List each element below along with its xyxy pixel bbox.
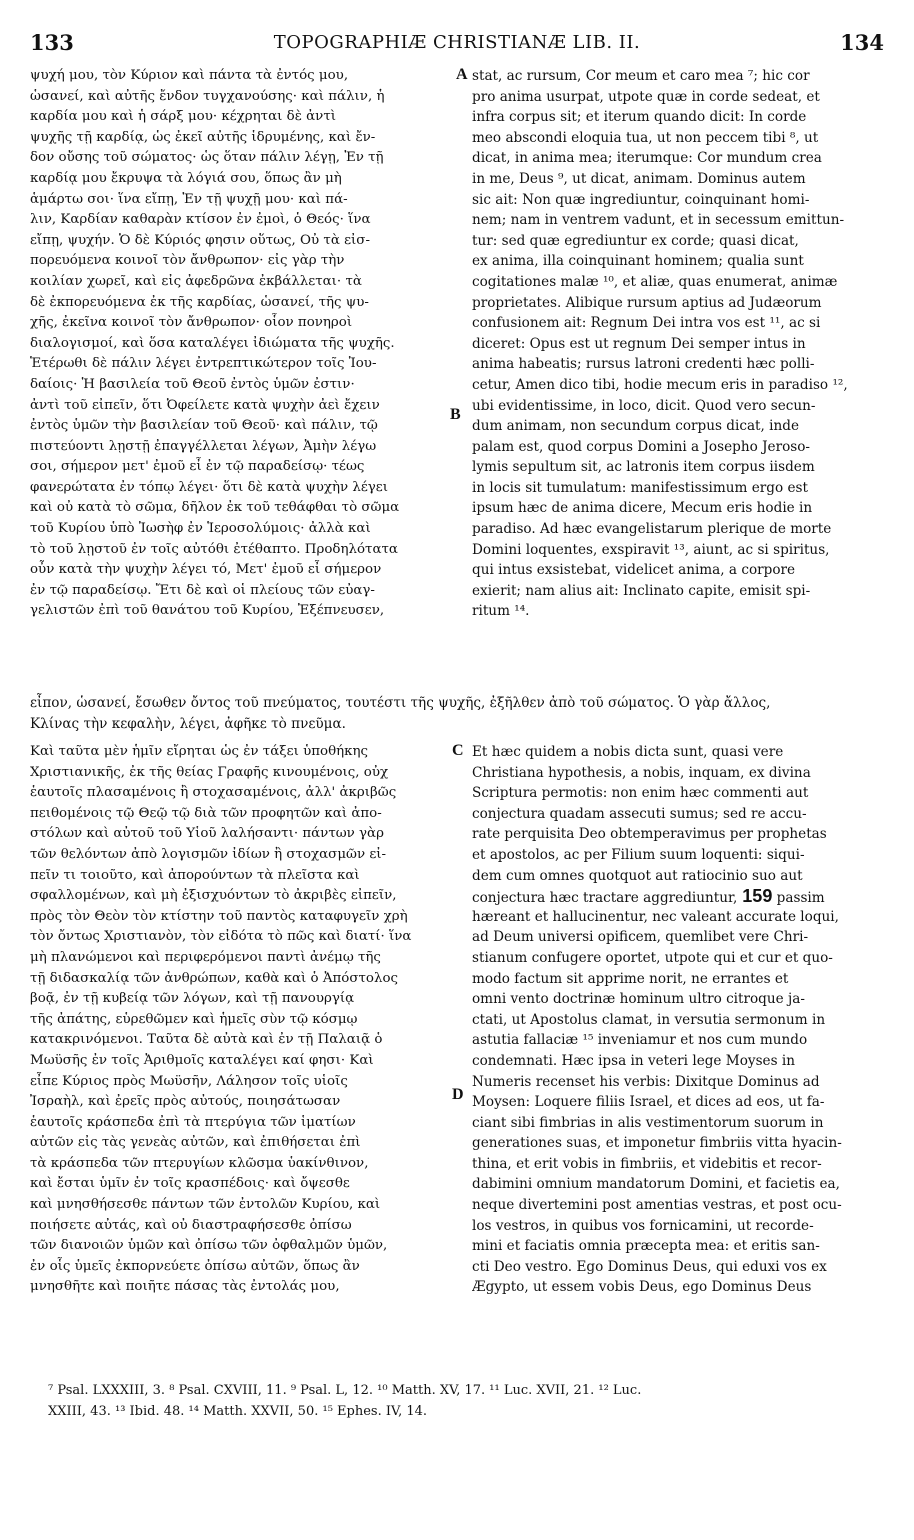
latin-line: qui intus exsistebat, videlicet anima, a corpore <box>472 562 796 579</box>
latin-line: Et hæc quidem a nobis dicta sunt, quasi vere <box>472 744 784 760</box>
greek-line: Ἑτέρωθι δὲ πάλιν λέγει ἐντρεπτικώτερον τοῖς Ἰου- <box>30 356 377 372</box>
latin-line: lymis sepultum sit, ac latronis item corpus iisdem <box>472 459 815 476</box>
latin-line: palam est, quod corpus Domini a Josepho Jeroso- <box>472 438 811 455</box>
greek-line: γελιστῶν ἐπὶ τοῦ θανάτου τοῦ Κυρίου, Ἐξέπνευσεν, <box>30 603 385 619</box>
greek-spanning-lines <box>30 693 884 734</box>
greek-line: ἑαυτοῖς πλασαμένοις ἢ στοχασαμένοις, ἀλλ' ἀκριβῶς <box>30 785 397 801</box>
greek-column-bottom <box>30 742 460 1298</box>
latin-line: Moysen: Loquere filiis Israel, et dices ad eos, ut fa- <box>472 1094 825 1111</box>
latin-line: dem cum omnes quotquot aut ratiocinio suo aut <box>472 867 803 884</box>
margin-marker-b: B <box>450 406 461 423</box>
greek-line: μνησθῆτε καὶ ποιῆτε πάσας τὰς ἐντολάς μου, <box>30 1279 340 1295</box>
greek-line: διαλογισμοί, καὶ ὅσα καταλέγει ἰδιώματα τῆς ψυχῆς. <box>30 335 395 351</box>
greek-line: Κλίνας τὴν κεφαλὴν, λέγει, ἀφῆκε τὸ πνεῦμα. <box>30 715 346 732</box>
greek-line: Καὶ ταῦτα μὲν ἡμῖν εἴρηται ὡς ἐν τάξει ὑποθήκης <box>30 744 369 759</box>
latin-line: generationes suas, et imponetur fimbriis vitta hyacin- <box>472 1135 842 1152</box>
latin-line: conjectura quadam assecuti sumus; sed re accu- <box>472 805 807 822</box>
greek-line: κοιλίαν χωρεῖ, καὶ εἰς ἀφεδρῶνα ἐκβάλλεται· τὰ <box>30 273 362 289</box>
greek-line: πρὸς τὸν Θεὸν τὸν κτίστην τοῦ παντὸς καταφυγεῖν χρὴ <box>30 908 408 924</box>
greek-line: ἑαυτοῖς κράσπεδα ἐπὶ τὰ πτερύγια τῶν ἱματίων <box>30 1114 356 1130</box>
greek-line: πορευόμενα κοινοῖ τὸν ἄνθρωπον· εἰς γὰρ τὴν <box>30 253 345 269</box>
latin-line: rate perquisita Deo obtemperavimus per prophetas <box>472 826 827 843</box>
margin-marker-a: A <box>456 66 468 83</box>
greek-line: ἐν οἷς ὑμεῖς ἐκπορνεύετε ὀπίσω αὐτῶν, ὅπως ἂν <box>30 1258 360 1274</box>
greek-line: τῆς ἀπάτης, εὑρεθῶμεν καὶ ἡμεῖς σὺν τῷ κόσμῳ <box>30 1011 358 1027</box>
latin-line: ciant sibi fimbrias in alis vestimentorum suorum in <box>472 1114 824 1131</box>
greek-line: εἶπε Κύριος πρὸς Μωϋσῆν, Λάλησον τοῖς υἱοῖς <box>30 1073 348 1089</box>
greek-line: πεῖν τι τοιοῦτο, καὶ ἀπορούντων τὰ πλεῖστα καὶ <box>30 867 360 883</box>
latin-line: Scriptura permotis: non enim hæc commenti aut <box>472 785 809 802</box>
latin-line: astutia fallaciæ ¹⁵ inveniamur et nos cum mundo <box>472 1032 808 1049</box>
greek-line: σφαλλομένων, καὶ μὴ ἐξισχυόντων τὸ ἀκριβὲς εἰπεῖν, <box>30 888 397 904</box>
greek-line: ποιήσετε αὐτάς, καὶ οὐ διαστραφήσεσθε ὀπίσω <box>30 1217 352 1233</box>
greek-line: ἁμάρτω σοι· ἵνα εἴπῃ, Ἐν τῇ ψυχῇ μου· καὶ πά- <box>30 191 348 207</box>
latin-line: tur: sed quæ egrediuntur ex corde; quasi dicat, <box>472 232 799 249</box>
latin-line: conjectura hæc tractare aggrediuntur, 159 passim <box>472 886 825 907</box>
latin-line: diceret: Opus est ut regnum Dei semper intus in <box>472 335 806 352</box>
latin-line: cogitationes malæ ¹⁰, et aliæ, quas enumerat, animæ <box>472 273 838 290</box>
footnote-line: ⁷ Psal. LXXXIII, 3. ⁸ Psal. CXVIII, 11. ⁹ Psal. L, 12. ¹⁰ Matth. XV, 17. ¹¹ Luc. XVII, 21. ¹² Luc. <box>48 1383 642 1398</box>
latin-line: sic ait: Non quæ ingrediuntur, coinquinant homi- <box>472 191 810 208</box>
margin-marker-c: C <box>452 742 464 759</box>
latin-line: nem; nam in ventrem vadunt, et in secessum emittun- <box>472 212 845 229</box>
greek-line: μὴ πλανώμενοι καὶ περιφερόμενοι παντὶ ἀνέμῳ τῆς <box>30 949 381 965</box>
page-number-right: 134 <box>840 30 884 55</box>
latin-line: ubi evidentissime, in loco, dicit. Quod vero secun- <box>472 397 816 414</box>
greek-line: εἴπῃ, ψυχήν. Ὁ δὲ Κύριός φησιν οὕτως, Οὐ τὰ εἰσ- <box>30 232 370 248</box>
latin-line: mini et faciatis omnia præcepta mea: et eritis san- <box>472 1238 820 1255</box>
greek-line: ψυχῆς τῇ καρδίᾳ, ὡς ἐκεῖ αὐτῆς ἱδρυμένης, καὶ ἔν- <box>30 129 376 145</box>
greek-line: Χριστιανικῆς, ἐκ τῆς θείας Γραφῆς κινουμένοις, οὐχ <box>30 764 389 780</box>
greek-line: ἀντὶ τοῦ εἰπεῖν, ὅτι Ὀφείλετε κατὰ ψυχὴν ἀεὶ ἔχειν <box>30 397 380 413</box>
greek-line: οὖν κατὰ τὴν ψυχὴν λέγει τό, Μετ' ἐμοῦ εἶ σήμερον <box>30 562 382 578</box>
latin-line: confusionem ait: Regnum Dei intra vos est ¹¹, ac si <box>472 315 821 332</box>
greek-line: δαίοις· Ἡ βασιλεία τοῦ Θεοῦ ἐντὸς ὑμῶν ἐστιν· <box>30 376 355 392</box>
greek-line: Μωϋσῆς ἐν τοῖς Ἀριθμοῖς καταλέγει καί φησι· Καὶ <box>30 1052 374 1068</box>
latin-line: pro anima usurpat, utpote quæ in corde sedeat, et <box>472 88 820 105</box>
latin-line: condemnati. Hæc ipsa in veteri lege Moyses in <box>472 1052 796 1069</box>
greek-line: καὶ οὐ κατὰ τὸ σῶμα, δῆλον ἐκ τοῦ τεθάφθαι τὸ σῶμα <box>30 500 400 516</box>
greek-line: τοῦ Κυρίου ὑπὸ Ἰωσὴφ ἐν Ἱεροσολύμοις· ἀλλὰ καὶ <box>30 521 371 537</box>
latin-line: Numeris recenset his verbis: Dixitque Dominus ad <box>472 1073 820 1090</box>
footnote-line: XXIII, 43. ¹³ Ibid. 48. ¹⁴ Matth. XXVII, 50. ¹⁵ Ephes. IV, 14. <box>48 1403 428 1419</box>
greek-line: βοᾷ, ἐν τῇ κυβείᾳ τῶν λόγων, καὶ τῇ πανουργίᾳ <box>30 991 355 1007</box>
greek-column-top <box>30 66 460 622</box>
latin-line: stianum confugere oportet, utpote qui et cur et quo- <box>472 949 833 966</box>
margin-marker-d: D <box>452 1086 464 1103</box>
greek-line: χῆς, ἐκεῖνα κοινοῖ τὸν ἄνθρωπον· οἷον πονηροὶ <box>30 315 353 331</box>
latin-line: ad Deum universi opificem, quemlibet vere Chri- <box>472 929 809 946</box>
running-title: TOPOGRAPHIÆ CHRISTIANÆ LIB. II. <box>273 32 641 53</box>
latin-line: proprietates. Alibique rursum aptius ad Judæorum <box>472 294 822 311</box>
greek-line: πιστεύοντι λῃστῇ ἐπαγγέλλεται λέγων, Ἀμὴν λέγω <box>30 438 377 454</box>
greek-line: ἐν τῷ παραδείσῳ. Ἔτι δὲ καὶ οἱ πλείους τῶν εὐαγ- <box>30 582 375 598</box>
greek-line: αὐτῶν εἰς τὰς γενεὰς αὐτῶν, καὶ ἐπιθήσεται ἐπὶ <box>30 1135 361 1151</box>
latin-line: Christiana hypothesis, a nobis, inquam, ex divina <box>472 764 811 781</box>
latin-line: cti Deo vestro. Ego Dominus Deus, qui eduxi vos ex <box>472 1258 827 1275</box>
latin-line: Domini loquentes, exspiravit ¹³, aiunt, ac si spiritus, <box>472 541 830 558</box>
latin-line: meo abscondi eloquia tua, ut non peccem tibi ⁸, ut <box>472 129 819 146</box>
latin-line: et apostolos, ac per Filium suum loquenti: siqui- <box>472 846 805 863</box>
greek-line: τὰ κράσπεδα τῶν πτερυγίων κλῶσμα ὑακίνθινον, <box>30 1155 369 1171</box>
latin-line: cetur, Amen dico tibi, hodie mecum eris in paradiso ¹², <box>472 376 848 393</box>
greek-line: κατακρινόμενοι. Ταῦτα δὲ αὐτὰ καὶ ἐν τῇ Παλαιᾷ ὁ <box>30 1032 383 1048</box>
greek-line: δὲ ἐκπορευόμενα ἐκ τῆς καρδίας, ὡσανεί, τῆς ψυ- <box>30 294 369 310</box>
greek-line: καρδία μου καὶ ἡ σάρξ μου· κέχρηται δὲ ἀντὶ <box>30 109 336 125</box>
latin-line: omni vento doctrinæ hominum ultro citroque ja- <box>472 991 805 1008</box>
greek-line: καρδίᾳ μου ἔκρυψα τὰ λόγιά σου, ὅπως ἂν μὴ <box>30 170 342 186</box>
latin-line: in me, Deus ⁹, ut dicat, animam. Dominus autem <box>472 170 806 187</box>
latin-line: ctati, ut Apostolus clamat, in versutia sermonum in <box>472 1011 826 1028</box>
latin-line: modo factum sit apprime norit, ne errantes et <box>472 970 789 987</box>
page-header <box>30 30 884 64</box>
greek-line: καὶ ἔσται ὑμῖν ἐν τοῖς κρασπέδοις· καὶ ὄψεσθε <box>30 1176 350 1192</box>
latin-column-top <box>472 66 884 622</box>
latin-line: dabimini omnium mandatorum Domini, et facietis ea, <box>472 1176 840 1193</box>
latin-line: paradiso. Ad hæc evangelistarum plerique de morte <box>472 521 832 538</box>
greek-line: τὸν ὄντως Χριστιανὸν, τὸν εἰδότα τὸ πῶς καὶ διατί· ἵνα <box>30 929 412 945</box>
latin-column-bottom <box>472 742 884 1298</box>
greek-line: ὡσανεί, καὶ αὐτῆς ἔνδον τυγχανούσης· καὶ πάλιν, ἡ <box>30 88 385 104</box>
greek-line: τὸ τοῦ λῃστοῦ ἐν τοῖς αὐτόθι ἐτέθαπτο. Προδηλότατα <box>30 541 398 557</box>
latin-line: dum animam, non secundum corpus dicat, inde <box>472 418 800 435</box>
greek-line: δον οὔσης τοῦ σώματος· ὡς ὅταν πάλιν λέγῃ, Ἐν τῇ <box>30 150 384 166</box>
latin-line: stat, ac rursum, Cor meum et caro mea ⁷; hic cor <box>472 68 810 84</box>
greek-line: Ἰσραὴλ, καὶ ἐρεῖς πρὸς αὐτούς, ποιησάτωσαν <box>30 1094 341 1110</box>
greek-line: πειθομένοις τῷ Θεῷ τῷ διὰ τῶν προφητῶν καὶ ἀπο- <box>30 805 382 821</box>
greek-line: εἶπον, ὡσανεί, ἔσωθεν ὄντος τοῦ πνεύματος, τουτέστι τῆς ψυχῆς, ἐξῆλθεν ἀπὸ τοῦ σώματος. Ὁ γὰρ ἄλλος, <box>30 695 771 711</box>
greek-line: τῶν διανοιῶν ὑμῶν καὶ ὀπίσω τῶν ὀφθαλμῶν ὑμῶν, <box>30 1238 388 1254</box>
latin-line: hæreant et hallucinentur, nec valeant accurate loqui, <box>472 908 839 925</box>
footnotes <box>48 1380 884 1421</box>
latin-line: thina, et erit vobis in fimbriis, et videbitis et recor- <box>472 1155 822 1172</box>
latin-line: ipsum hæc de anima dicere, Mecum eris hodie in <box>472 500 813 517</box>
latin-line: in locis sit tumulatum: manifestissimum ergo est <box>472 479 808 496</box>
latin-line: Ægypto, ut essem vobis Deus, ego Dominus Deus <box>472 1279 812 1296</box>
greek-line: ἐντὸς ὑμῶν τὴν βασιλείαν τοῦ Θεοῦ· καὶ πάλιν, τῷ <box>30 418 378 434</box>
latin-line: ex anima, illa coinquinant hominem; qualia sunt <box>472 253 804 270</box>
greek-line: σοι, σήμερον μετ' ἐμοῦ εἶ ἐν τῷ παραδείσῳ· τέως <box>30 459 365 475</box>
latin-line: neque divertemini post amentias vestras, et post ocu- <box>472 1197 842 1214</box>
latin-line: exierit; nam alius ait: Inclinato capite, emisit spi- <box>472 582 811 599</box>
greek-line: τῇ διδασκαλίᾳ τῶν ἀνθρώπων, καθὰ καὶ ὁ Ἀπόστολος <box>30 970 399 986</box>
inline-page-number: 159 <box>737 886 773 907</box>
inline-text: passim <box>772 890 825 907</box>
greek-line: ψυχή μου, τὸν Κύριον καὶ πάντα τὰ ἐντός μου, <box>30 68 349 83</box>
greek-line: φανερώτατα ἐν τόπῳ λέγει· ὅτι δὲ κατὰ ψυχὴν λέγει <box>30 479 388 495</box>
greek-line: στόλων καὶ αὐτοῦ τοῦ Υἱοῦ λαλήσαντι· πάντων γὰρ <box>30 826 384 842</box>
latin-line: los vestros, in quibus vos fornicamini, ut recorde- <box>472 1217 814 1234</box>
latin-line: dicat, in anima mea; iterumque: Cor mundum crea <box>472 150 822 167</box>
latin-line: anima habeatis; rursus latroni credenti hæc polli- <box>472 356 815 373</box>
latin-line: ritum ¹⁴. <box>472 603 530 620</box>
latin-line: infra corpus sit; et iterum quando dicit: In corde <box>472 109 807 126</box>
greek-line: καὶ μνησθήσεσθε πάντων τῶν ἐντολῶν Κυρίου, καὶ <box>30 1197 381 1213</box>
greek-line: λιν, Καρδίαν καθαρὰν κτίσον ἐν ἐμοὶ, ὁ Θεός· ἵνα <box>30 212 371 228</box>
greek-line: τῶν θελόντων ἀπὸ λογισμῶν ἰδίων ἢ στοχασμῶν εἰ- <box>30 846 387 862</box>
page-number-left: 133 <box>30 30 74 55</box>
